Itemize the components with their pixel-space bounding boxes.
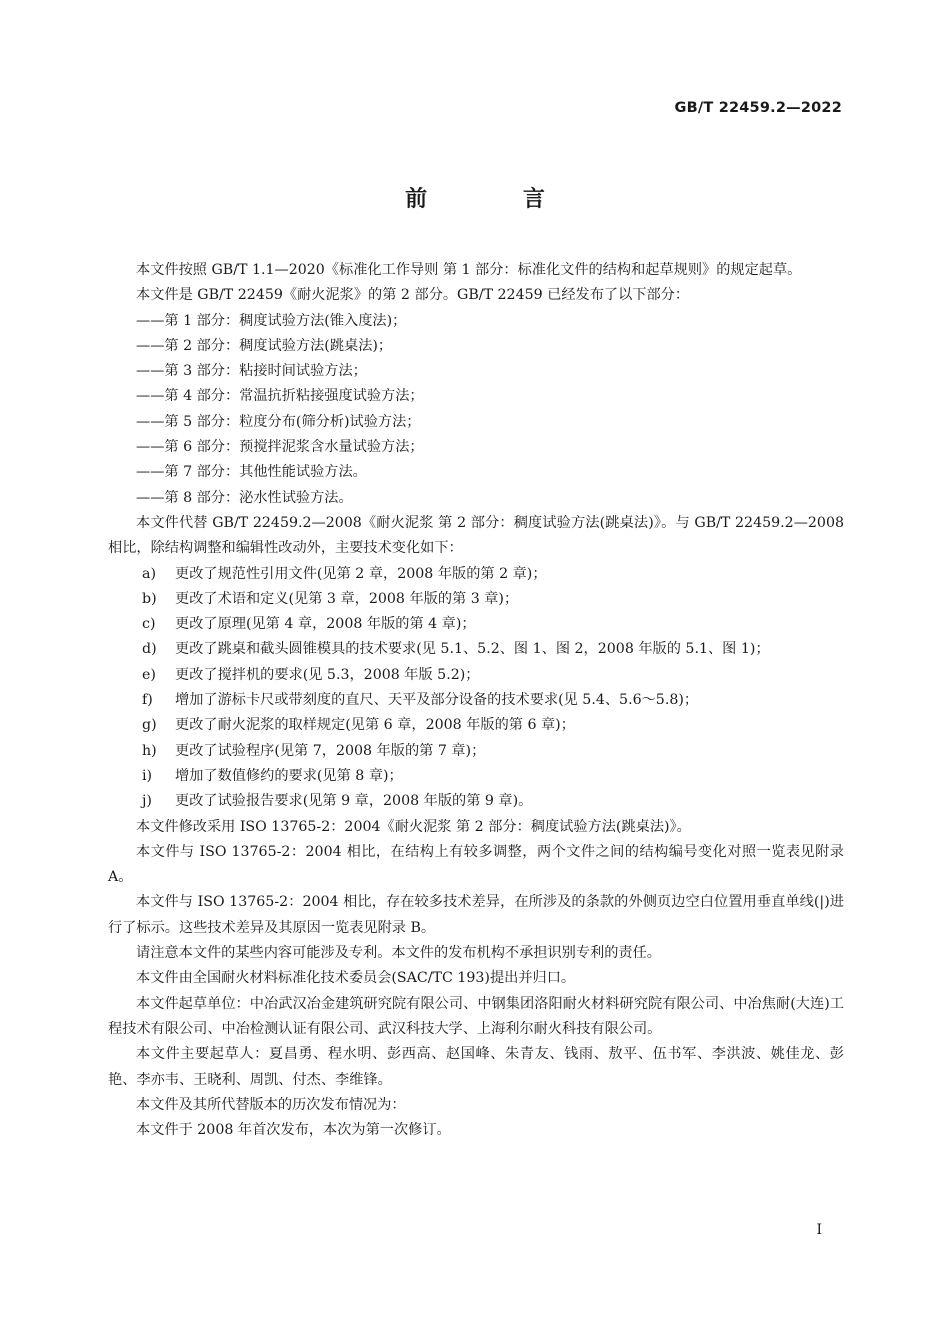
- list-item: ——第 2 部分：稠度试验方法(跳桌法)；: [136, 337, 393, 354]
- change-marker: g): [142, 717, 157, 734]
- list-item: ——第 3 部分：粘接时间试验方法；: [136, 363, 367, 380]
- page-title: 前 言: [405, 187, 589, 212]
- page-number: I: [816, 1222, 822, 1238]
- change-item: [108, 562, 844, 587]
- change-marker: e): [142, 666, 156, 683]
- list-item: ——第 4 部分：常温抗折粘接强度试验方法；: [136, 388, 424, 405]
- change-marker: d): [142, 641, 157, 658]
- change-text: 更改了试验程序(见第 7，2008 年版的第 7 章)；: [175, 742, 486, 759]
- paragraph-committee: 本文件由全国耐火材料标准化技术委员会(SAC/TC 193)提出并归口。: [136, 970, 576, 987]
- document-body: [108, 258, 844, 1143]
- list-item: ——第 7 部分：其他性能试验方法。: [136, 464, 367, 481]
- change-text: 更改了试验报告要求(见第 9 章，2008 年版的第 9 章)。: [175, 793, 533, 810]
- paragraph-history-intro: 本文件及其所代替版本的历次发布情况为：: [136, 1096, 406, 1113]
- paragraph-iso-adoption: 本文件修改采用 ISO 13765-2：2004《耐火泥浆 第 2 部分：稠度试验方法(跳桌法)》。: [136, 818, 691, 835]
- change-item: [108, 688, 844, 713]
- change-text: 更改了术语和定义(见第 3 章，2008 年版的第 3 章)；: [175, 590, 519, 607]
- change-marker: j): [142, 793, 152, 810]
- change-text: 更改了原理(见第 4 章，2008 年版的第 4 章)；: [175, 616, 476, 633]
- change-text: 更改了耐火泥浆的取样规定(见第 6 章，2008 年版的第 6 章)；: [175, 717, 575, 734]
- paragraph-drafting-rule: 本文件按照 GB/T 1.1—2020《标准化工作导则 第 1 部分：标准化文件的结构和起草规则》的规定起草。: [136, 262, 802, 278]
- list-item: ——第 8 部分：泌水性试验方法。: [136, 489, 353, 506]
- paragraph-drafters: 本文件主要起草人：夏昌勇、程水明、彭西高、赵国峰、朱青友、钱雨、敖平、伍书军、李洪波、姚佳龙、彭艳、李亦韦、王晓利、周凯、付杰、李维锋。: [108, 1046, 844, 1088]
- list-item: ——第 1 部分：稠度试验方法(锥入度法)；: [136, 312, 407, 329]
- paragraph-structure-diff: 本文件与 ISO 13765-2：2004 相比，在结构上有较多调整，两个文件之间的结构编号变化对照一览表见附录 A。: [108, 843, 844, 886]
- change-text: 增加了数值修约的要求(见第 8 章)；: [175, 767, 403, 784]
- change-marker: a): [142, 565, 156, 582]
- change-item: [108, 637, 844, 662]
- change-item: [108, 713, 844, 738]
- change-item: [108, 789, 844, 814]
- change-text: 增加了游标卡尺或带刻度的直尺、天平及部分设备的技术要求(见 5.4、5.6～5.8)；: [175, 692, 699, 709]
- change-item: [108, 764, 844, 789]
- change-text: 更改了规范性引用文件(见第 2 章，2008 年版的第 2 章)；: [175, 565, 547, 582]
- change-text: 更改了搅拌机的要求(见 5.3，2008 年版 5.2)；: [175, 666, 480, 683]
- change-marker: f): [142, 692, 153, 709]
- paragraph-technical-diff: 本文件与 ISO 13765-2：2004 相比，存在较多技术差异，在所涉及的条款的外侧页边空白位置用垂直单线(|)进行了标示。这些技术差异及其原因一览表见附录 B。: [108, 894, 844, 936]
- paragraph-patent-notice: 请注意本文件的某些内容可能涉及专利。本文件的发布机构不承担识别专利的责任。: [136, 945, 661, 962]
- paragraph-replaces: 本文件代替 GB/T 22459.2—2008《耐火泥浆 第 2 部分：稠度试验方法(跳桌法)》。与 GB/T 22459.2—2008 相比，除结构调整和编辑性改动外，主要技术变化如下：: [108, 514, 844, 557]
- change-marker: i): [142, 767, 153, 784]
- change-marker: c): [142, 616, 156, 633]
- change-item: [108, 587, 844, 612]
- change-item: [108, 612, 844, 637]
- paragraph-part-series: 本文件是 GB/T 22459《耐火泥浆》的第 2 部分。GB/T 22459 已经发布了以下部分：: [136, 287, 690, 304]
- list-item: ——第 6 部分：预搅拌泥浆含水量试验方法；: [136, 439, 424, 456]
- standard-code: GB/T 22459.2—2022: [674, 100, 842, 116]
- change-text: 更改了跳桌和截头圆锥模具的技术要求(见 5.1、5.2、图 1、图 2，2008 年版的 5.1、图 1)；: [175, 641, 770, 658]
- change-marker: h): [142, 742, 157, 759]
- change-item: [108, 739, 844, 764]
- change-item: [108, 663, 844, 688]
- list-item: ——第 5 部分：粒度分布(筛分析)试验方法；: [136, 413, 421, 430]
- paragraph-drafting-units: 本文件起草单位：中冶武汉冶金建筑研究院有限公司、中钢集团洛阳耐火材料研究院有限公司、中冶焦耐(大连)工程技术有限公司、中冶检测认证有限公司、武汉科技大学、上海利尔耐火科技有限公司。: [108, 995, 844, 1037]
- change-marker: b): [142, 590, 157, 607]
- paragraph-history: 本文件于 2008 年首次发布，本次为第一次修订。: [136, 1122, 451, 1139]
